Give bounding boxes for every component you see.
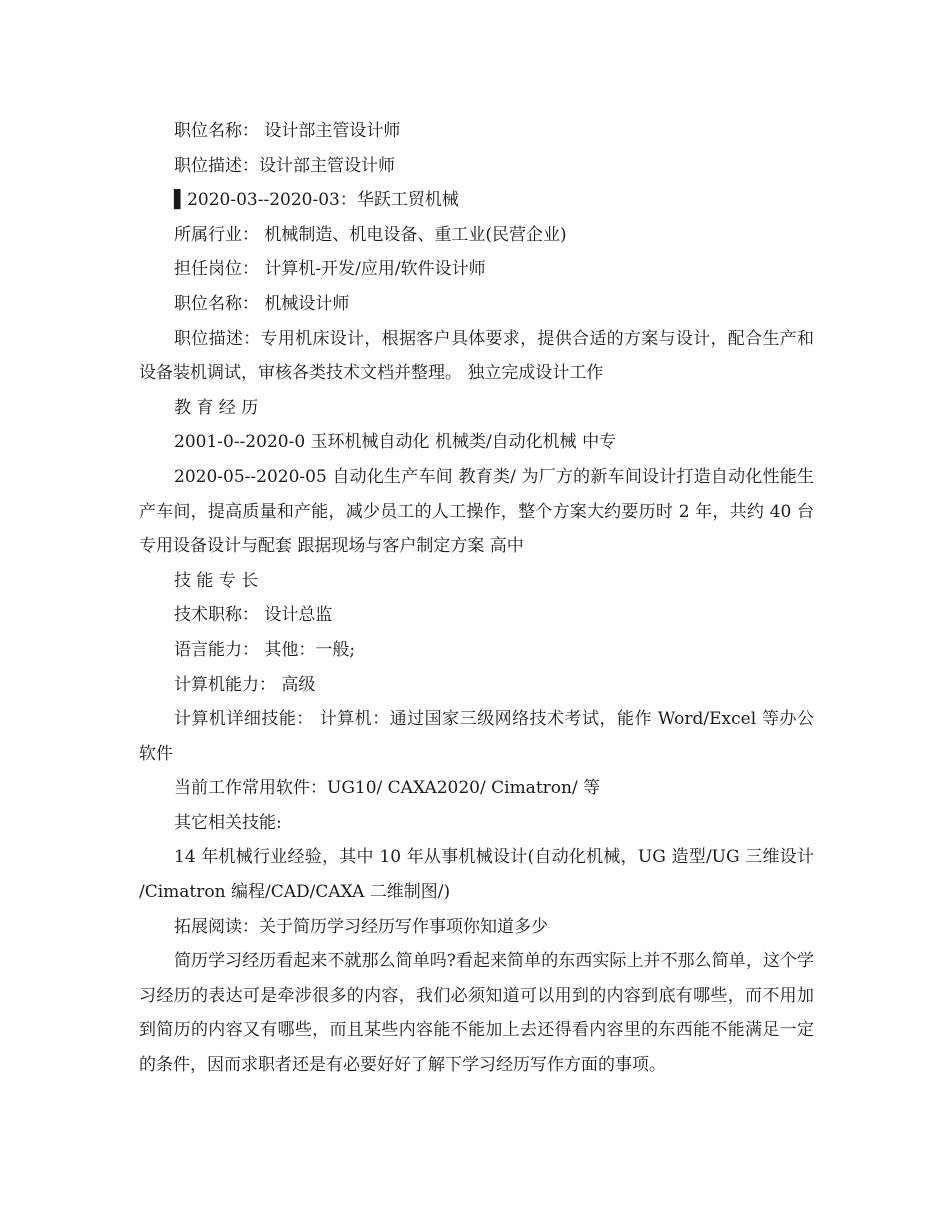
education-entry-2: 2020-05--2020-05 自动化生产车间 教育类/ 为厂方的新车间设计打造自动化性能生产车间，提高质量和产能，减少员工的人工操作，整个方案大约要历时 2 年，共约 40 台专用设备设计与配套 跟据现场与客户制定方案 高中 (139, 466, 814, 557)
technical-title-line: 技术职称： 设计总监 (174, 605, 333, 626)
position-line: 担任岗位： 计算机-开发/应用/软件设计师 (174, 259, 486, 280)
job-title-line-2: 职位名称： 机械设计师 (174, 293, 350, 314)
language-ability-line: 语言能力： 其他：一般; (174, 639, 356, 660)
experience-paragraph: 14 年机械行业经验，其中 10 年从事机械设计(自动化机械，UG 造型/UG 三维设计 /Cimatron 编程/CAD/CAXA 二维制图/) (139, 847, 814, 903)
computer-skills-paragraph: 计算机详细技能： 计算机：通过国家三级网络技术考试，能作 Word/Excel 等办公软件 (139, 709, 814, 764)
skills-section-heading: 技 能 专 长 (174, 570, 259, 591)
other-skills-label: 其它相关技能: (174, 812, 282, 833)
industry-line: 所属行业： 机械制造、机电设备、重工业(民营企业) (174, 224, 567, 245)
job-description-line: 职位描述：设计部主管设计师 (174, 155, 395, 176)
job-description-paragraph: 职位描述：专用机床设计，根据客户具体要求，提供合适的方案与设计，配合生产和设备装机调试，审核各类技术文档并整理。 独立完成设计工作 (139, 328, 814, 384)
extended-reading-title: 拓展阅读：关于简历学习经历写作事项你知道多少 (174, 916, 548, 937)
extended-reading-paragraph: 简历学习经历看起来不就那么简单吗?看起来简单的东西实际上并不那么简单，这个学习经历的表达可是牵涉很多的内容，我们必须知道可以用到的内容到底有哪些，而不用加到简历的内容又有哪些，而且某些内容能不能加上去还得看内容里的东西能不能满足一定的条件，因而求职者还是有必要好好了解下学习经历写作方面的事项。 (139, 951, 814, 1076)
employment-period-heading: ▌2020-03--2020-03：华跃工贸机械 (174, 190, 459, 211)
computer-ability-line: 计算机能力： 高级 (174, 674, 316, 695)
software-line: 当前工作常用软件：UG10/ CAXA2020/ Cimatron/ 等 (174, 778, 601, 799)
document-body (139, 114, 814, 1083)
job-title-line: 职位名称： 设计部主管设计师 (174, 121, 401, 141)
education-section-heading: 教 育 经 历 (174, 397, 259, 418)
education-entry-1: 2001-0--2020-0 玉环机械自动化 机械类/自动化机械 中专 (174, 432, 617, 453)
